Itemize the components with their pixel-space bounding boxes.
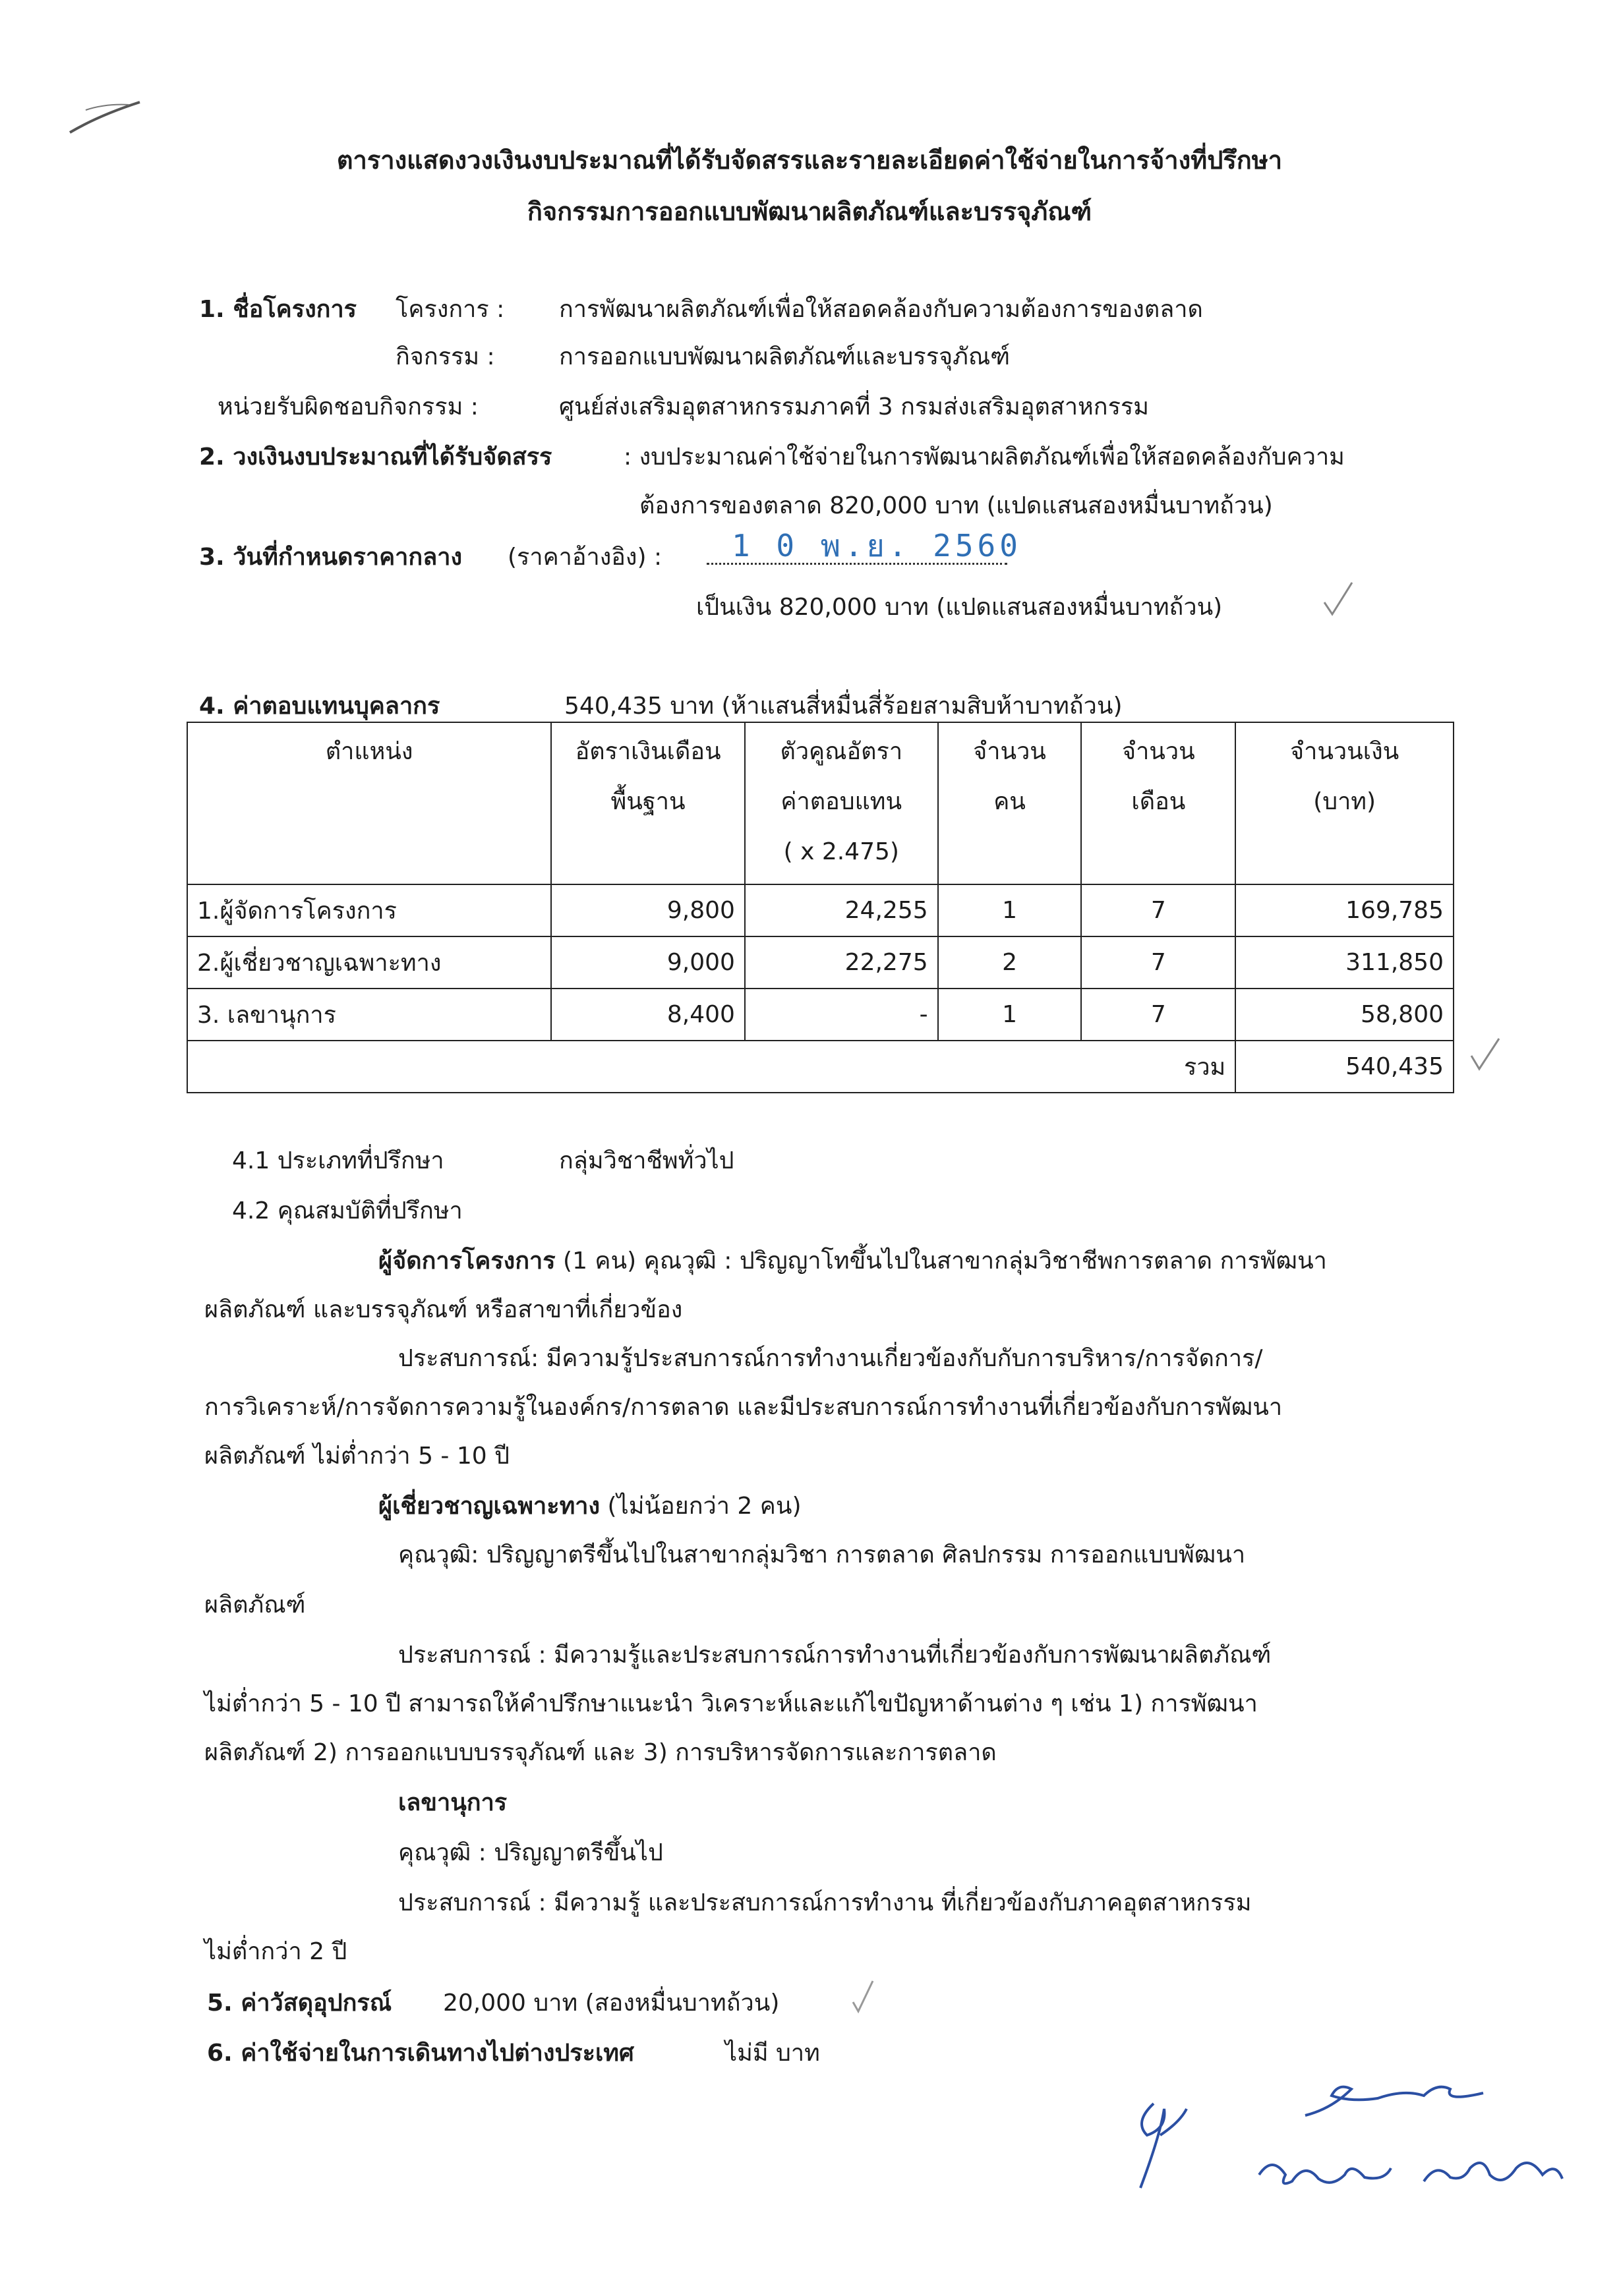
table-row [187,989,1454,1041]
pm-qualification-line [378,1242,1327,1279]
cell-persons: 1 [938,989,1082,1041]
date-dotted-line [707,528,1022,565]
reference-amount: เป็นเงิน 820,000 บาท (แปดแสนสองหมื่นบาทถ้วน) [696,594,1223,621]
travel-value: ไม่มี บาท [725,2040,820,2067]
cell-position: 3. เลขานุการ [187,989,551,1041]
specialist-count: (ไม่น้อยกว่า 2 คน) [600,1493,802,1520]
budget-line1: : งบประมาณค่าใช้จ่ายในการพัฒนาผลิตภัณฑ์เพื่อให้สอดคล้องกับความ [624,444,1345,471]
pm-experience-line3: ผลิตภัณฑ์ ไม่ต่ำกว่า 5 - 10 ปี [204,1443,510,1470]
cell-months: 7 [1081,936,1235,989]
cell-salary: 9,000 [551,936,745,989]
budget-line2: ต้องการของตลาด 820,000 บาท (แปดแสนสองหมื่นบาทถ้วน) [639,492,1273,519]
cell-months: 7 [1081,884,1235,936]
secretary-qualification: คุณวุฒิ : ปริญญาตรีขึ้นไป [398,1839,663,1866]
header-base-salary: อัตราเงินเดือน พื้นฐาน [551,722,745,884]
secretary-experience-line2: ไม่ต่ำกว่า 2 ปี [204,1938,347,1965]
materials-value: 20,000 บาท (สองหมื่นบาทถ้วน) [443,1990,780,2017]
activity-label: กิจกรรม : [396,343,495,370]
cell-amount: 169,785 [1235,884,1454,936]
pen-mark [66,96,145,142]
cell-persons: 1 [938,884,1082,936]
reference-label: (ราคาอ้างอิง) : [508,544,662,571]
signature-top [1292,2069,1490,2142]
cell-salary: 8,400 [551,989,745,1041]
doc-title-line1: ตารางแสดงวงเงินงบประมาณที่ได้รับจัดสรรและรายละเอียดค่าใช้จ่ายในการจ้างที่ปรึกษา [336,146,1283,175]
project-value: การพัฒนาผลิตภัณฑ์เพื่อให้สอดคล้องกับความต้องการของตลาด [559,296,1203,323]
cell-persons: 2 [938,936,1082,989]
specialist-experience-line1: ประสบการณ์ : มีความรู้และประสบการณ์การทำงานที่เกี่ยวข้องกับการพัฒนาผลิตภัณฑ์ [398,1642,1272,1669]
doc-title-line2: กิจกรรมการออกแบบพัฒนาผลิตภัณฑ์และบรรจุภัณฑ์ [527,197,1092,226]
specialist-qualification-line1: คุณวุฒิ: ปริญญาตรีขึ้นไปในสาขากลุ่มวิชา การตลาด ศิลปกรรม การออกแบบพัฒนา [398,1541,1246,1568]
cell-position: 1.ผู้จัดการโครงการ [187,884,551,936]
specialist-title: ผู้เชี่ยวชาญเฉพาะทาง [378,1493,601,1520]
specialist-qualification-line2: ผลิตภัณฑ์ [204,1592,306,1619]
header-persons: จำนวน คน [938,722,1082,884]
table-row [187,936,1454,989]
checkmark-icon [850,1978,877,2015]
section4-heading: 4. ค่าตอบแทนบุคลากร [199,693,440,720]
table-row [187,884,1454,936]
table-header-row [187,722,1454,884]
header-amount: จำนวนเงิน (บาท) [1235,722,1454,884]
personnel-table [187,722,1454,1093]
secretary-title: เลขานุการ [398,1789,508,1816]
specialist-experience-line3: ผลิตภัณฑ์ 2) การออกแบบบรรจุภัณฑ์ และ 3) การบริหารจัดการและการตลาด [204,1739,997,1766]
specialist-experience-line2: ไม่ต่ำกว่า 5 - 10 ปี สามารถให้คำปรึกษาแนะนำ วิเคราะห์และแก้ไขปัญหาด้านต่าง ๆ เช่น 1) การพัฒนา [204,1690,1258,1717]
handwritten-date: 1 0 พ.ย. 2560 [732,528,1022,563]
cell-months: 7 [1081,989,1235,1041]
qualifications-label: 4.2 คุณสมบัติที่ปรึกษา [232,1197,463,1224]
secretary-experience-line1: ประสบการณ์ : มีความรู้ และประสบการณ์การทำงาน ที่เกี่ยวข้องกับภาคอุตสาหกรรม [398,1889,1252,1916]
cell-amount: 311,850 [1235,936,1454,989]
signature-left [1121,2096,1200,2195]
project-label: โครงการ : [396,296,505,323]
unit-value: ศูนย์ส่งเสริมอุตสาหกรรมภาคที่ 3 กรมส่งเสริมอุตสาหกรรม [559,393,1149,420]
header-multiplier: ตัวคูณอัตรา ค่าตอบแทน ( x 2.475) [745,722,938,884]
specialist-heading-line [378,1487,802,1524]
consultant-type-label: 4.1 ประเภทที่ปรึกษา [232,1147,444,1174]
header-months: จำนวน เดือน [1081,722,1235,884]
checkmark-icon [1469,1035,1502,1074]
header-position: ตำแหน่ง [187,722,551,884]
cell-position: 2.ผู้เชี่ยวชาญเฉพาะทาง [187,936,551,989]
section3-heading: 3. วันที่กำหนดราคากลาง [199,544,463,571]
section1-heading: 1. ชื่อโครงการ [199,296,357,323]
cell-multiplied: - [745,989,938,1041]
signature-name [1252,2135,1569,2208]
pm-experience-line2: การวิเคราะห์/การจัดการความรู้ในองค์กร/การตลาด และมีประสบการณ์การทำงานที่เกี่ยวข้องกับการพัฒนา [204,1394,1283,1421]
cell-multiplied: 22,275 [745,936,938,989]
total-label: รวม [187,1041,1235,1093]
pm-experience-line1: ประสบการณ์: มีความรู้ประสบการณ์การทำงานเกี่ยวข้องกับกับการบริหาร/การจัดการ/ [398,1345,1263,1372]
cell-salary: 9,800 [551,884,745,936]
pm-title: ผู้จัดการโครงการ [378,1248,556,1275]
pm-qualification: (1 คน) คุณวุฒิ : ปริญญาโทขึ้นไปในสาขากลุ่มวิชาชีพการตลาด การพัฒนา [555,1248,1327,1275]
section2-heading: 2. วงเงินงบประมาณที่ได้รับจัดสรร [199,444,552,471]
personnel-amount: 540,435 บาท (ห้าแสนสี่หมื่นสี่ร้อยสามสิบห้าบาทถ้วน) [564,693,1123,720]
table-total-row [187,1041,1454,1093]
checkmark-icon [1322,580,1355,619]
section5-heading: 5. ค่าวัสดุอุปกรณ์ [207,1990,392,2017]
unit-label: หน่วยรับผิดชอบกิจกรรม : [218,393,479,420]
pm-qualification-line2: ผลิตภัณฑ์ และบรรจุภัณฑ์ หรือสาขาที่เกี่ยวข้อง [204,1296,683,1323]
cell-multiplied: 24,255 [745,884,938,936]
section6-heading: 6. ค่าใช้จ่ายในการเดินทางไปต่างประเทศ [207,2040,634,2067]
cell-amount: 58,800 [1235,989,1454,1041]
total-value: 540,435 [1235,1041,1454,1093]
consultant-type-value: กลุ่มวิชาชีพทั่วไป [559,1147,734,1174]
activity-value: การออกแบบพัฒนาผลิตภัณฑ์และบรรจุภัณฑ์ [559,343,1011,370]
